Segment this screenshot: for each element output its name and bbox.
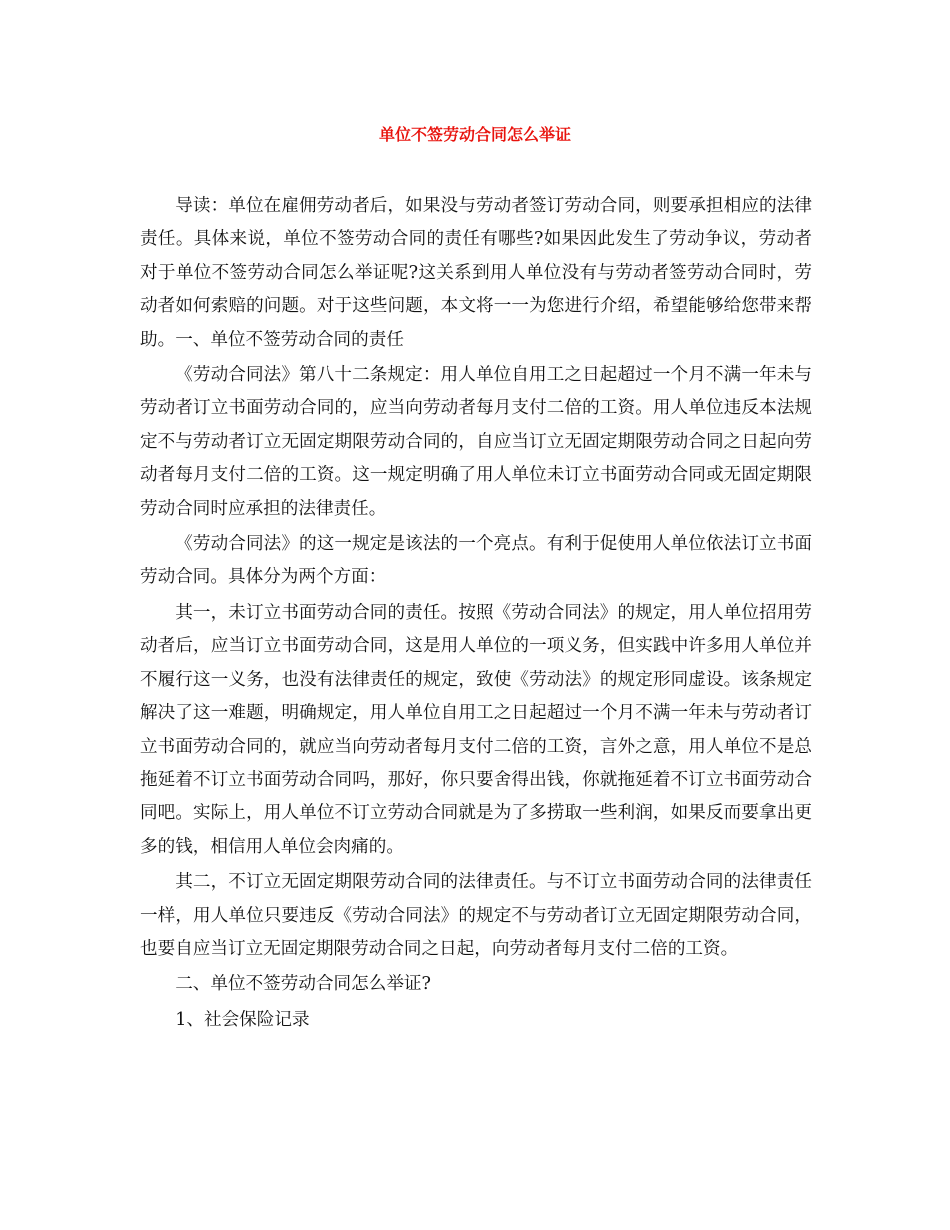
paragraph-second-aspect: 其二，不订立无固定期限劳动合同的法律责任。与不订立书面劳动合同的法律责任一样，用人单位只要违反《劳动合同法》的规定不与劳动者订立无固定期限劳动合同，也要自应当订立无固定期限劳动合同之日起，向劳动者每月支付二倍的工资。: [140, 872, 812, 959]
section-heading-evidence: 二、单位不签劳动合同怎么举证?: [175, 974, 431, 995]
paragraph-first-aspect: 其一，未订立书面劳动合同的责任。按照《劳动合同法》的规定，用人单位招用劳动者后，应当订立书面劳动合同，这是用人单位的一项义务，但实践中许多用人单位并不履行这一义务，也没有法律责任的规定，致使《劳动法》的规定形同虚设。该条规定解决了这一难题，明确规定，用人单位自用工之日起超过一个月不满一年未与劳动者订立书面劳动合同的，就应当向劳动者每月支付二倍的工资，言外之意，用人单位不是总拖延着不订立书面劳动合同吗，那好，你只要舍得出钱，你就拖延着不订立书面劳动合同吧。实际上，用人单位不订立劳动合同就是为了多捞取一些利润，如果反而要拿出更多的钱，相信用人单位会肉痛的。: [140, 602, 812, 857]
paragraph-article-82: 《劳动合同法》第八十二条规定：用人单位自用工之日起超过一个月不满一年未与劳动者订立书面劳动合同的，应当向劳动者每月支付二倍的工资。用人单位违反本法规定不与劳动者订立无固定期限劳动合同的，自应当订立无固定期限劳动合同之日起向劳动者每月支付二倍的工资。这一规定明确了用人单位未订立书面劳动合同或无固定期限劳动合同时应承担的法律责任。: [140, 365, 812, 519]
paragraph-intro: 导读：单位在雇佣劳动者后，如果没与劳动者签订劳动合同，则要承担相应的法律责任。具体来说，单位不签劳动合同的责任有哪些?如果因此发生了劳动争议，劳动者对于单位不签劳动合同怎么举证呢?这关系到用人单位没有与劳动者签劳动合同时，劳动者如何索赔的问题。对于这些问题，本文将一一为您进行介绍，希望能够给您带来帮助。一、单位不签劳动合同的责任: [140, 196, 812, 350]
subheading-social-insurance: 1、社会保险记录: [175, 1009, 310, 1030]
document-title: 单位不签劳动合同怎么举证: [378, 125, 571, 144]
document-body: [140, 190, 812, 1039]
paragraph-highlight: 《劳动合同法》的这一规定是该法的一个亮点。有利于促使用人单位依法订立书面劳动合同。具体分为两个方面：: [140, 534, 812, 588]
